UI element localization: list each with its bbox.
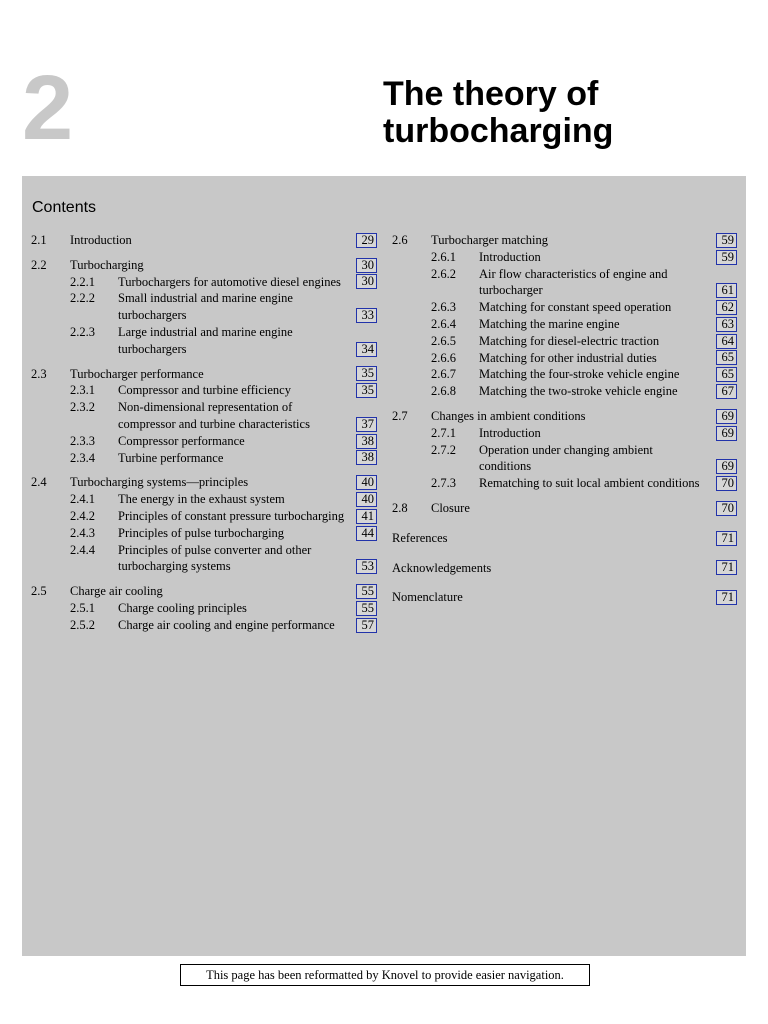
toc-entry xyxy=(392,425,737,442)
toc-page-link[interactable]: 57 xyxy=(356,618,377,633)
toc-section-title: Matching the four-stroke vehicle engine xyxy=(479,367,680,382)
toc-section-title: Operation under changing ambient conditions xyxy=(479,442,653,474)
toc-section-title: Rematching to suit local ambient conditions xyxy=(479,476,700,491)
toc-section-number: 2.2.2 xyxy=(70,291,95,306)
toc-section-number: 2.3.1 xyxy=(70,383,95,398)
toc-section-number: 2.5.1 xyxy=(70,600,95,615)
toc-page-link[interactable]: 29 xyxy=(356,233,377,248)
toc-section-number: 2.7.3 xyxy=(431,476,456,491)
toc-entry xyxy=(392,383,737,400)
toc-section-number: 2.4.2 xyxy=(70,508,95,523)
toc-entry xyxy=(31,491,377,508)
toc-entry xyxy=(392,316,737,333)
toc-section-title: Principles of constant pressure turbocharging xyxy=(118,508,345,523)
toc-page-link[interactable]: 70 xyxy=(716,501,737,516)
toc-section-number: 2.6.7 xyxy=(431,367,456,382)
toc-entry xyxy=(392,350,737,367)
toc-section-number: 2.2.3 xyxy=(70,324,95,339)
toc-page-link[interactable]: 30 xyxy=(356,274,377,289)
toc-section-number: 2.4.4 xyxy=(70,542,95,557)
toc-section-title: Turbocharger matching xyxy=(431,233,548,247)
toc-section-number: 2.8 xyxy=(392,500,408,515)
toc-section-number: 2.5 xyxy=(31,584,47,599)
toc-page-link[interactable]: 55 xyxy=(356,584,377,599)
toc-entry xyxy=(392,333,737,350)
toc-page-link[interactable]: 71 xyxy=(716,560,737,575)
toc-section-number: 2.6.6 xyxy=(431,350,456,365)
toc-entry xyxy=(392,366,737,383)
toc-page-link[interactable]: 65 xyxy=(716,350,737,365)
toc-section-title: Acknowledgements xyxy=(392,560,492,575)
toc-entry xyxy=(392,299,737,316)
toc-section-title: Closure xyxy=(431,500,470,515)
toc-page-link[interactable]: 69 xyxy=(716,459,737,474)
toc-page-link[interactable]: 70 xyxy=(716,476,737,491)
toc-section-number: 2.3.2 xyxy=(70,400,95,415)
toc-entry xyxy=(31,290,377,324)
toc-section-title: Non-dimensional representation of compressor and turbine characteristics xyxy=(118,400,310,431)
toc-page-link[interactable]: 53 xyxy=(356,559,377,574)
toc-entry xyxy=(31,525,377,542)
toc-entry xyxy=(392,266,737,300)
toc-page-link[interactable]: 30 xyxy=(356,258,377,273)
toc-section-number: 2.6.2 xyxy=(431,266,456,281)
toc-entry xyxy=(31,366,377,383)
toc-section-number: 2.3.3 xyxy=(70,433,95,448)
toc-page-link[interactable]: 35 xyxy=(356,383,377,398)
toc-page-link[interactable]: 69 xyxy=(716,426,737,441)
toc-section-number: 2.1 xyxy=(31,233,47,247)
toc-section-title: Principles of pulse converter and other turbocharging systems xyxy=(118,542,312,574)
contents-column-left xyxy=(31,232,377,634)
toc-entry xyxy=(31,274,377,291)
toc-page-link[interactable]: 55 xyxy=(356,601,377,616)
toc-section-title: Matching for other industrial duties xyxy=(479,350,657,365)
toc-entry xyxy=(31,399,377,433)
toc-section-title: Nomenclature xyxy=(392,590,463,605)
toc-page-link[interactable]: 63 xyxy=(716,317,737,332)
toc-section-title: Introduction xyxy=(479,249,541,264)
toc-section-number: 2.6.4 xyxy=(431,316,456,331)
toc-section-number: 2.6.8 xyxy=(431,384,456,399)
toc-section-number: 2.6 xyxy=(392,233,408,247)
toc-page-link[interactable]: 40 xyxy=(356,492,377,507)
toc-section-title: Matching for diesel-electric traction xyxy=(479,333,660,348)
toc-page-link[interactable]: 38 xyxy=(356,450,377,465)
toc-section-title: Charge cooling principles xyxy=(118,600,247,615)
toc-section-number: 2.2 xyxy=(31,257,47,272)
toc-entry xyxy=(392,500,737,517)
toc-entry xyxy=(392,560,737,577)
chapter-title-line-2: turbocharging xyxy=(383,112,614,150)
toc-section-title: Charge air cooling and engine performance xyxy=(118,617,335,632)
toc-page-link[interactable]: 40 xyxy=(356,475,377,490)
toc-section-title: Matching for constant speed operation xyxy=(479,300,672,315)
toc-entry xyxy=(392,232,737,249)
toc-entry xyxy=(392,408,737,425)
toc-section-title: Large industrial and marine engine turbochargers xyxy=(118,324,293,356)
toc-section-title: The energy in the exhaust system xyxy=(118,492,285,507)
toc-page-link[interactable]: 44 xyxy=(356,526,377,541)
toc-entry xyxy=(31,450,377,467)
toc-section-title: Compressor performance xyxy=(118,433,245,448)
knovel-reformat-note: This page has been reformatted by Knovel to provide easier navigation. xyxy=(180,964,590,986)
toc-section-title: References xyxy=(392,530,448,545)
toc-section-number: 2.2.1 xyxy=(70,274,95,289)
toc-section-title: Small industrial and marine engine turbochargers xyxy=(118,291,293,323)
toc-section-number: 2.4.1 xyxy=(70,492,95,507)
toc-entry xyxy=(31,433,377,450)
toc-section-number: 2.4.3 xyxy=(70,525,95,540)
toc-entry xyxy=(31,257,377,274)
toc-section-number: 2.5.2 xyxy=(70,617,95,632)
toc-section-number: 2.7 xyxy=(392,408,408,423)
toc-entry xyxy=(31,474,377,491)
toc-section-number: 2.6.5 xyxy=(431,333,456,348)
toc-section-title: Matching the two-stroke vehicle engine xyxy=(479,384,678,399)
toc-section-title: Introduction xyxy=(70,233,132,247)
toc-entry xyxy=(392,475,737,492)
toc-page-link[interactable]: 65 xyxy=(716,367,737,382)
chapter-title-line-1: The theory of xyxy=(383,75,599,113)
toc-entry xyxy=(31,508,377,525)
toc-section-title: Matching the marine engine xyxy=(479,316,620,331)
toc-entry xyxy=(31,382,377,399)
toc-entry xyxy=(392,442,737,476)
toc-section-title: Principles of pulse turbocharging xyxy=(118,525,285,540)
toc-section-title: Charge air cooling xyxy=(70,584,163,599)
toc-section-title: Turbocharger performance xyxy=(70,366,204,381)
toc-entry xyxy=(31,583,377,600)
contents-column-right xyxy=(392,232,737,606)
toc-section-title: Turbochargers for automotive diesel engines xyxy=(118,274,341,289)
toc-page-link[interactable]: 59 xyxy=(716,250,737,265)
toc-section-number: 2.4 xyxy=(31,475,47,490)
toc-section-number: 2.3.4 xyxy=(70,450,95,465)
toc-page-link[interactable]: 67 xyxy=(716,384,737,399)
toc-page-link[interactable]: 37 xyxy=(356,417,377,432)
toc-entry xyxy=(392,530,737,547)
toc-section-number: 2.3 xyxy=(31,366,47,381)
toc-entry xyxy=(31,542,377,576)
toc-page-link[interactable]: 59 xyxy=(716,233,737,248)
toc-section-title: Turbine performance xyxy=(118,450,224,465)
toc-page-link[interactable]: 62 xyxy=(716,300,737,315)
toc-entry xyxy=(31,232,377,249)
chapter-number: 2 xyxy=(22,57,72,159)
toc-page-link[interactable]: 64 xyxy=(716,334,737,349)
toc-entry xyxy=(392,249,737,266)
toc-section-title: Air flow characteristics of engine and turbocharger xyxy=(479,266,668,298)
contents-panel xyxy=(22,176,746,956)
toc-entry xyxy=(31,600,377,617)
toc-page-link[interactable]: 69 xyxy=(716,409,737,424)
toc-section-title: Compressor and turbine efficiency xyxy=(118,383,291,398)
toc-entry xyxy=(392,589,737,606)
toc-section-title: Changes in ambient conditions xyxy=(431,408,586,423)
toc-page-link[interactable]: 61 xyxy=(716,283,737,298)
toc-page-link[interactable]: 38 xyxy=(356,434,377,449)
toc-section-number: 2.7.2 xyxy=(431,442,456,457)
chapter-title xyxy=(383,76,743,150)
toc-section-title: Turbocharging xyxy=(70,257,144,272)
toc-page-link[interactable]: 34 xyxy=(356,342,377,357)
toc-section-title: Introduction xyxy=(479,425,541,440)
toc-entry xyxy=(31,617,377,634)
toc-entry xyxy=(31,324,377,358)
toc-page-link[interactable]: 35 xyxy=(356,366,377,381)
toc-section-number: 2.6.3 xyxy=(431,300,456,315)
toc-page-link[interactable]: 41 xyxy=(356,509,377,524)
toc-page-link[interactable]: 33 xyxy=(356,308,377,323)
toc-section-title: Turbocharging systems—principles xyxy=(70,475,249,490)
toc-section-number: 2.7.1 xyxy=(431,425,456,440)
toc-section-number: 2.6.1 xyxy=(431,249,456,264)
toc-page-link[interactable]: 71 xyxy=(716,531,737,546)
contents-heading: Contents xyxy=(32,199,97,216)
toc-page-link[interactable]: 71 xyxy=(716,590,737,605)
